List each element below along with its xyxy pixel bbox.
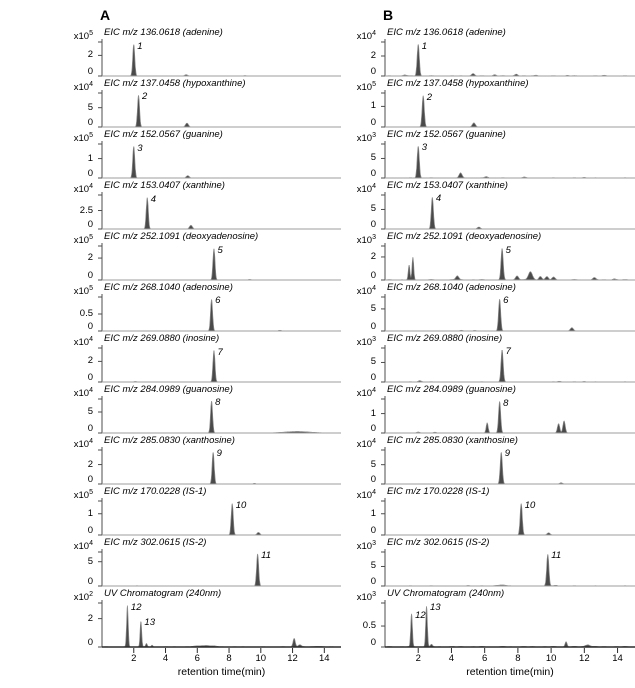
chromatogram-trace bbox=[385, 504, 635, 535]
trace-row bbox=[56, 179, 341, 230]
chromatogram bbox=[379, 128, 635, 179]
y-scale-label bbox=[74, 234, 93, 246]
y-axis-labels bbox=[56, 434, 96, 485]
y-scale-exponent: 5 bbox=[89, 132, 93, 139]
y-scale-prefix: x10 bbox=[73, 82, 90, 94]
y-tick-label: 2 bbox=[87, 355, 93, 367]
peak-label: 6 bbox=[215, 295, 221, 307]
y-scale-label bbox=[357, 540, 376, 552]
y-scale-label bbox=[74, 336, 93, 348]
trace-row bbox=[341, 26, 635, 77]
trace-row bbox=[56, 485, 341, 536]
y-scale-prefix: x10 bbox=[356, 337, 373, 349]
trace-row bbox=[341, 485, 635, 536]
peak-label: 7 bbox=[217, 346, 223, 358]
trace-title: EIC m/z 269.0880 (inosine) bbox=[387, 333, 503, 344]
chromatogram bbox=[379, 230, 635, 281]
x-axis bbox=[379, 648, 635, 685]
y-zero-label: 0 bbox=[87, 576, 93, 587]
chromatogram bbox=[379, 383, 635, 434]
y-scale-exponent: 3 bbox=[372, 591, 376, 598]
peak-label: 12 bbox=[130, 601, 142, 613]
peak-label: 5 bbox=[217, 244, 223, 256]
chromatogram-trace bbox=[102, 299, 341, 331]
trace-title: EIC m/z 268.1040 (adenosine) bbox=[387, 282, 516, 293]
trace-title: EIC m/z 170.0228 (IS-1) bbox=[104, 486, 207, 497]
trace-row bbox=[341, 383, 635, 434]
y-zero-label: 0 bbox=[87, 372, 93, 383]
y-scale-label bbox=[357, 183, 376, 195]
y-scale-label bbox=[74, 387, 93, 399]
trace-row bbox=[56, 26, 341, 77]
y-scale-label bbox=[357, 591, 376, 603]
chromatogram bbox=[379, 26, 635, 77]
peak-label: 3 bbox=[137, 142, 143, 154]
y-scale-prefix: x10 bbox=[356, 133, 373, 145]
y-scale-exponent: 4 bbox=[372, 285, 376, 292]
y-tick-label: 1 bbox=[370, 507, 376, 519]
chromatogram-trace bbox=[385, 299, 635, 331]
y-scale-exponent: 5 bbox=[89, 30, 93, 37]
trace-row bbox=[341, 536, 635, 587]
y-scale-prefix: x10 bbox=[356, 235, 373, 247]
y-zero-label: 0 bbox=[370, 474, 376, 485]
y-axis-labels bbox=[56, 26, 96, 77]
y-tick-label: 0.5 bbox=[79, 308, 93, 319]
peak-label: 3 bbox=[421, 142, 428, 154]
y-scale-prefix: x10 bbox=[73, 337, 90, 349]
trace-title: EIC m/z 252.1091 (deoxyadenosine) bbox=[104, 231, 259, 242]
y-scale-prefix: x10 bbox=[356, 184, 373, 196]
peak-label: 11 bbox=[261, 549, 271, 561]
chromatogram bbox=[96, 77, 341, 128]
y-axis-labels bbox=[341, 536, 379, 587]
chromatogram-trace bbox=[102, 198, 341, 229]
trace-title: UV Chromatogram (240nm) bbox=[387, 588, 505, 599]
y-zero-label: 0 bbox=[87, 66, 93, 77]
y-zero-label: 0 bbox=[370, 637, 376, 648]
peak-label: 10 bbox=[524, 499, 536, 511]
y-scale-label bbox=[357, 438, 376, 450]
trace-title: EIC m/z 152.0567 (guanine) bbox=[104, 129, 223, 140]
y-axis-labels bbox=[56, 128, 96, 179]
panel-b bbox=[341, 0, 635, 688]
peak-label: 9 bbox=[504, 448, 511, 460]
trace-title: EIC m/z 152.0567 (guanine) bbox=[387, 129, 506, 140]
y-scale-exponent: 3 bbox=[372, 540, 376, 547]
y-scale-exponent: 4 bbox=[89, 540, 93, 547]
y-scale-prefix: x10 bbox=[73, 388, 90, 400]
y-axis-labels bbox=[56, 179, 96, 230]
peak-label: 8 bbox=[503, 397, 509, 409]
chromatogram bbox=[96, 230, 341, 281]
y-tick-label: 5 bbox=[370, 302, 376, 314]
y-zero-label: 0 bbox=[87, 219, 93, 230]
peak-label: 11 bbox=[551, 550, 562, 562]
peak-label: 9 bbox=[216, 448, 222, 460]
y-tick-label: 1 bbox=[370, 100, 376, 112]
y-axis-labels bbox=[341, 179, 379, 230]
y-scale-prefix: x10 bbox=[73, 592, 90, 604]
y-scale-exponent: 5 bbox=[89, 234, 93, 241]
trace-row bbox=[341, 77, 635, 128]
y-tick-label: 2 bbox=[87, 458, 93, 470]
peak-label: 1 bbox=[421, 40, 428, 52]
trace-title: EIC m/z 285.0830 (xanthosine) bbox=[104, 435, 235, 446]
chromatogram bbox=[379, 77, 635, 128]
chromatogram-trace bbox=[102, 554, 341, 586]
y-scale-exponent: 4 bbox=[89, 438, 93, 445]
y-scale-exponent: 4 bbox=[372, 489, 376, 496]
peak-label: 5 bbox=[505, 244, 511, 256]
y-scale-prefix: x10 bbox=[73, 184, 90, 196]
x-axis-tick-label: 14 bbox=[319, 653, 330, 664]
y-axis-labels bbox=[341, 587, 379, 648]
y-axis-labels bbox=[56, 587, 96, 648]
y-scale-label bbox=[357, 30, 376, 42]
y-scale-exponent: 4 bbox=[89, 336, 93, 343]
panel-label: A bbox=[100, 7, 111, 23]
y-scale-prefix: x10 bbox=[356, 388, 373, 400]
trace-row bbox=[341, 434, 635, 485]
trace-title: EIC m/z 252.1091 (deoxyadenosine) bbox=[387, 231, 542, 242]
y-scale-exponent: 4 bbox=[89, 183, 93, 190]
y-axis-labels bbox=[341, 383, 379, 434]
trace-row bbox=[56, 434, 341, 485]
peak-label: 7 bbox=[505, 346, 511, 358]
x-axis-tick-label: 2 bbox=[131, 653, 137, 664]
x-axis-tick-label: 6 bbox=[194, 653, 200, 664]
y-zero-label: 0 bbox=[87, 270, 93, 281]
y-scale-prefix: x10 bbox=[356, 541, 373, 553]
peak-label: 12 bbox=[415, 610, 426, 622]
chromatogram bbox=[379, 434, 635, 485]
y-scale-exponent: 4 bbox=[372, 438, 376, 445]
y-tick-label: 2 bbox=[87, 49, 93, 61]
x-axis-tick-label: 4 bbox=[162, 653, 169, 664]
y-tick-label: 1 bbox=[87, 507, 93, 519]
trace-title: EIC m/z 268.1040 (adenosine) bbox=[104, 282, 233, 293]
y-zero-label: 0 bbox=[370, 372, 376, 383]
y-scale-prefix: x10 bbox=[73, 31, 90, 43]
y-scale-label bbox=[74, 285, 93, 297]
trace-title: EIC m/z 302.0615 (IS-2) bbox=[104, 537, 207, 548]
y-axis-labels bbox=[341, 332, 379, 383]
y-scale-label bbox=[357, 336, 376, 348]
y-scale-exponent: 3 bbox=[372, 234, 376, 241]
y-scale-exponent: 5 bbox=[372, 81, 376, 88]
trace-title: EIC m/z 136.0618 (adenine) bbox=[104, 27, 223, 38]
y-axis-labels bbox=[341, 128, 379, 179]
chromatogram-trace bbox=[102, 504, 341, 535]
y-scale-label bbox=[74, 30, 93, 42]
chromatogram bbox=[96, 587, 341, 648]
y-zero-label: 0 bbox=[87, 321, 93, 332]
y-zero-label: 0 bbox=[370, 117, 376, 128]
y-scale-prefix: x10 bbox=[73, 133, 90, 145]
trace-row bbox=[341, 587, 635, 648]
y-scale-prefix: x10 bbox=[356, 286, 373, 298]
x-axis-tick-label: 4 bbox=[448, 653, 455, 664]
chromatogram bbox=[379, 332, 635, 383]
peak-label: 13 bbox=[144, 617, 155, 629]
chromatogram-trace bbox=[385, 96, 635, 127]
y-zero-label: 0 bbox=[87, 168, 93, 179]
y-tick-label: 2 bbox=[370, 250, 376, 262]
peak-label: 2 bbox=[426, 91, 432, 103]
trace-row bbox=[56, 77, 341, 128]
y-axis-labels bbox=[341, 77, 379, 128]
y-axis-labels bbox=[341, 434, 379, 485]
peak-label: 2 bbox=[142, 91, 148, 103]
y-scale-prefix: x10 bbox=[73, 490, 90, 502]
y-scale-label bbox=[74, 489, 93, 501]
y-scale-label bbox=[74, 132, 93, 144]
y-tick-label: 5 bbox=[87, 101, 93, 113]
y-scale-exponent: 4 bbox=[89, 81, 93, 88]
trace-row bbox=[341, 230, 635, 281]
chromatogram-trace bbox=[102, 401, 341, 433]
y-tick-label: 5 bbox=[370, 560, 376, 572]
trace-title: EIC m/z 137.0458 (hypoxanthine) bbox=[387, 78, 529, 89]
y-scale-prefix: x10 bbox=[356, 490, 373, 502]
chromatogram bbox=[96, 281, 341, 332]
trace-row bbox=[56, 587, 341, 648]
x-axis bbox=[96, 648, 341, 685]
chromatogram bbox=[379, 485, 635, 536]
y-tick-label: 5 bbox=[370, 356, 376, 368]
trace-row bbox=[341, 128, 635, 179]
y-tick-label: 1 bbox=[370, 407, 376, 419]
panel-a bbox=[56, 0, 341, 688]
chromatogram bbox=[96, 26, 341, 77]
x-axis-ticks bbox=[379, 648, 635, 654]
chromatogram bbox=[379, 281, 635, 332]
y-scale-prefix: x10 bbox=[73, 235, 90, 247]
y-scale-prefix: x10 bbox=[356, 82, 373, 94]
x-axis-tick-label: 12 bbox=[579, 653, 590, 664]
y-axis-labels bbox=[56, 383, 96, 434]
y-axis-labels bbox=[56, 77, 96, 128]
y-tick-label: 5 bbox=[370, 458, 376, 470]
y-scale-exponent: 3 bbox=[372, 336, 376, 343]
y-scale-exponent: 4 bbox=[372, 183, 376, 190]
chromatogram bbox=[96, 536, 341, 587]
y-tick-label: 5 bbox=[87, 406, 93, 417]
y-zero-label: 0 bbox=[370, 66, 376, 77]
trace-title: EIC m/z 153.0407 (xanthine) bbox=[104, 180, 225, 191]
y-scale-prefix: x10 bbox=[73, 439, 90, 451]
trace-title: EIC m/z 136.0618 (adenine) bbox=[387, 27, 506, 38]
y-scale-label bbox=[74, 591, 93, 603]
peak-label: 6 bbox=[503, 295, 509, 307]
y-zero-label: 0 bbox=[370, 423, 376, 434]
peak-label: 4 bbox=[435, 193, 442, 205]
y-zero-label: 0 bbox=[87, 525, 93, 536]
trace-row bbox=[341, 281, 635, 332]
chromatogram bbox=[96, 383, 341, 434]
y-zero-label: 0 bbox=[370, 270, 376, 281]
trace-row bbox=[56, 332, 341, 383]
x-axis-tick-label: 10 bbox=[255, 653, 267, 664]
trace-row bbox=[56, 128, 341, 179]
x-axis-tick-label: 14 bbox=[612, 653, 623, 664]
y-scale-label bbox=[357, 489, 376, 501]
panel-label: B bbox=[383, 7, 394, 23]
y-axis-labels bbox=[341, 230, 379, 281]
y-scale-label bbox=[357, 234, 376, 246]
trace-title: UV Chromatogram (240nm) bbox=[104, 588, 222, 599]
trace-row bbox=[341, 179, 635, 230]
x-axis-tick-label: 12 bbox=[287, 653, 298, 664]
y-scale-label bbox=[357, 132, 376, 144]
y-axis-labels bbox=[56, 485, 96, 536]
y-zero-label: 0 bbox=[370, 321, 376, 332]
y-scale-exponent: 4 bbox=[372, 387, 376, 394]
chromatogram-trace bbox=[385, 554, 635, 586]
trace-title: EIC m/z 285.0830 (xanthosine) bbox=[387, 435, 518, 446]
chromatogram-trace bbox=[102, 95, 341, 127]
y-scale-label bbox=[74, 81, 93, 93]
peak-label: 8 bbox=[215, 397, 221, 409]
chromatogram-trace bbox=[385, 198, 635, 229]
y-scale-label bbox=[74, 183, 93, 195]
y-scale-label bbox=[74, 438, 93, 450]
y-zero-label: 0 bbox=[87, 117, 93, 128]
x-axis-tick-label: 8 bbox=[515, 653, 521, 664]
trace-title: EIC m/z 284.0989 (guanosine) bbox=[387, 384, 516, 395]
y-scale-prefix: x10 bbox=[356, 592, 373, 604]
trace-title: EIC m/z 170.0228 (IS-1) bbox=[387, 486, 490, 497]
y-zero-label: 0 bbox=[87, 423, 93, 434]
y-scale-exponent: 5 bbox=[89, 489, 93, 496]
trace-row bbox=[56, 230, 341, 281]
y-tick-label: 1 bbox=[87, 152, 93, 164]
y-scale-exponent: 3 bbox=[372, 132, 376, 139]
chromatogram-trace bbox=[385, 402, 635, 434]
y-tick-label: 5 bbox=[370, 152, 376, 164]
y-axis-labels bbox=[56, 230, 96, 281]
y-scale-prefix: x10 bbox=[73, 541, 90, 553]
chromatogram bbox=[96, 179, 341, 230]
trace-row bbox=[341, 332, 635, 383]
y-tick-label: 2 bbox=[87, 252, 93, 264]
y-scale-prefix: x10 bbox=[356, 439, 373, 451]
chromatogram bbox=[96, 485, 341, 536]
trace-title: EIC m/z 137.0458 (hypoxanthine) bbox=[104, 78, 246, 89]
trace-title: EIC m/z 269.0880 (inosine) bbox=[104, 333, 220, 344]
chromatogram bbox=[379, 587, 635, 648]
y-tick-label: 5 bbox=[370, 203, 376, 215]
chromatogram bbox=[96, 128, 341, 179]
y-axis-labels bbox=[56, 281, 96, 332]
y-scale-exponent: 5 bbox=[89, 285, 93, 292]
x-axis-tick-label: 6 bbox=[482, 653, 488, 664]
y-tick-label: 5 bbox=[87, 555, 93, 567]
y-scale-exponent: 4 bbox=[372, 30, 376, 37]
y-scale-exponent: 2 bbox=[89, 591, 93, 598]
trace-title: EIC m/z 284.0989 (guanosine) bbox=[104, 384, 233, 395]
y-scale-prefix: x10 bbox=[73, 286, 90, 298]
x-axis-tick-label: 2 bbox=[415, 653, 421, 664]
chromatogram bbox=[379, 179, 635, 230]
trace-row bbox=[56, 281, 341, 332]
y-zero-label: 0 bbox=[370, 168, 376, 179]
x-axis-tick-label: 10 bbox=[545, 653, 557, 664]
trace-row bbox=[56, 383, 341, 434]
trace-title: EIC m/z 153.0407 (xanthine) bbox=[387, 180, 508, 191]
chromatogram bbox=[379, 536, 635, 587]
x-axis-title: retention time(min) bbox=[466, 666, 554, 678]
chromatogram bbox=[96, 332, 341, 383]
chromatogram bbox=[96, 434, 341, 485]
peak-label: 10 bbox=[235, 499, 247, 511]
peak-label: 1 bbox=[137, 40, 143, 52]
y-scale-label bbox=[357, 387, 376, 399]
y-axis-labels bbox=[341, 485, 379, 536]
y-tick-label: 2 bbox=[87, 612, 93, 624]
y-axis-labels bbox=[56, 536, 96, 587]
y-scale-prefix: x10 bbox=[356, 31, 373, 43]
y-zero-label: 0 bbox=[87, 474, 93, 485]
y-scale-label bbox=[357, 285, 376, 297]
x-axis-ticks bbox=[96, 648, 341, 654]
y-axis-labels bbox=[56, 332, 96, 383]
y-axis-labels bbox=[341, 281, 379, 332]
y-tick-label: 0.5 bbox=[362, 620, 376, 632]
peak-label: 4 bbox=[150, 193, 157, 205]
peak-label: 13 bbox=[430, 602, 441, 614]
y-scale-exponent: 4 bbox=[89, 387, 93, 394]
trace-title: EIC m/z 302.0615 (IS-2) bbox=[387, 537, 490, 548]
x-axis-tick-label: 8 bbox=[226, 653, 232, 664]
y-tick-label: 2 bbox=[370, 50, 376, 61]
y-zero-label: 0 bbox=[370, 576, 376, 587]
y-scale-label bbox=[357, 81, 376, 93]
x-axis-title: retention time(min) bbox=[177, 666, 266, 678]
trace-row bbox=[56, 536, 341, 587]
y-zero-label: 0 bbox=[370, 219, 376, 230]
y-axis-labels bbox=[341, 26, 379, 77]
y-scale-label bbox=[74, 540, 93, 552]
y-tick-label: 2.5 bbox=[79, 204, 93, 216]
y-zero-label: 0 bbox=[370, 525, 376, 536]
y-zero-label: 0 bbox=[87, 637, 93, 648]
